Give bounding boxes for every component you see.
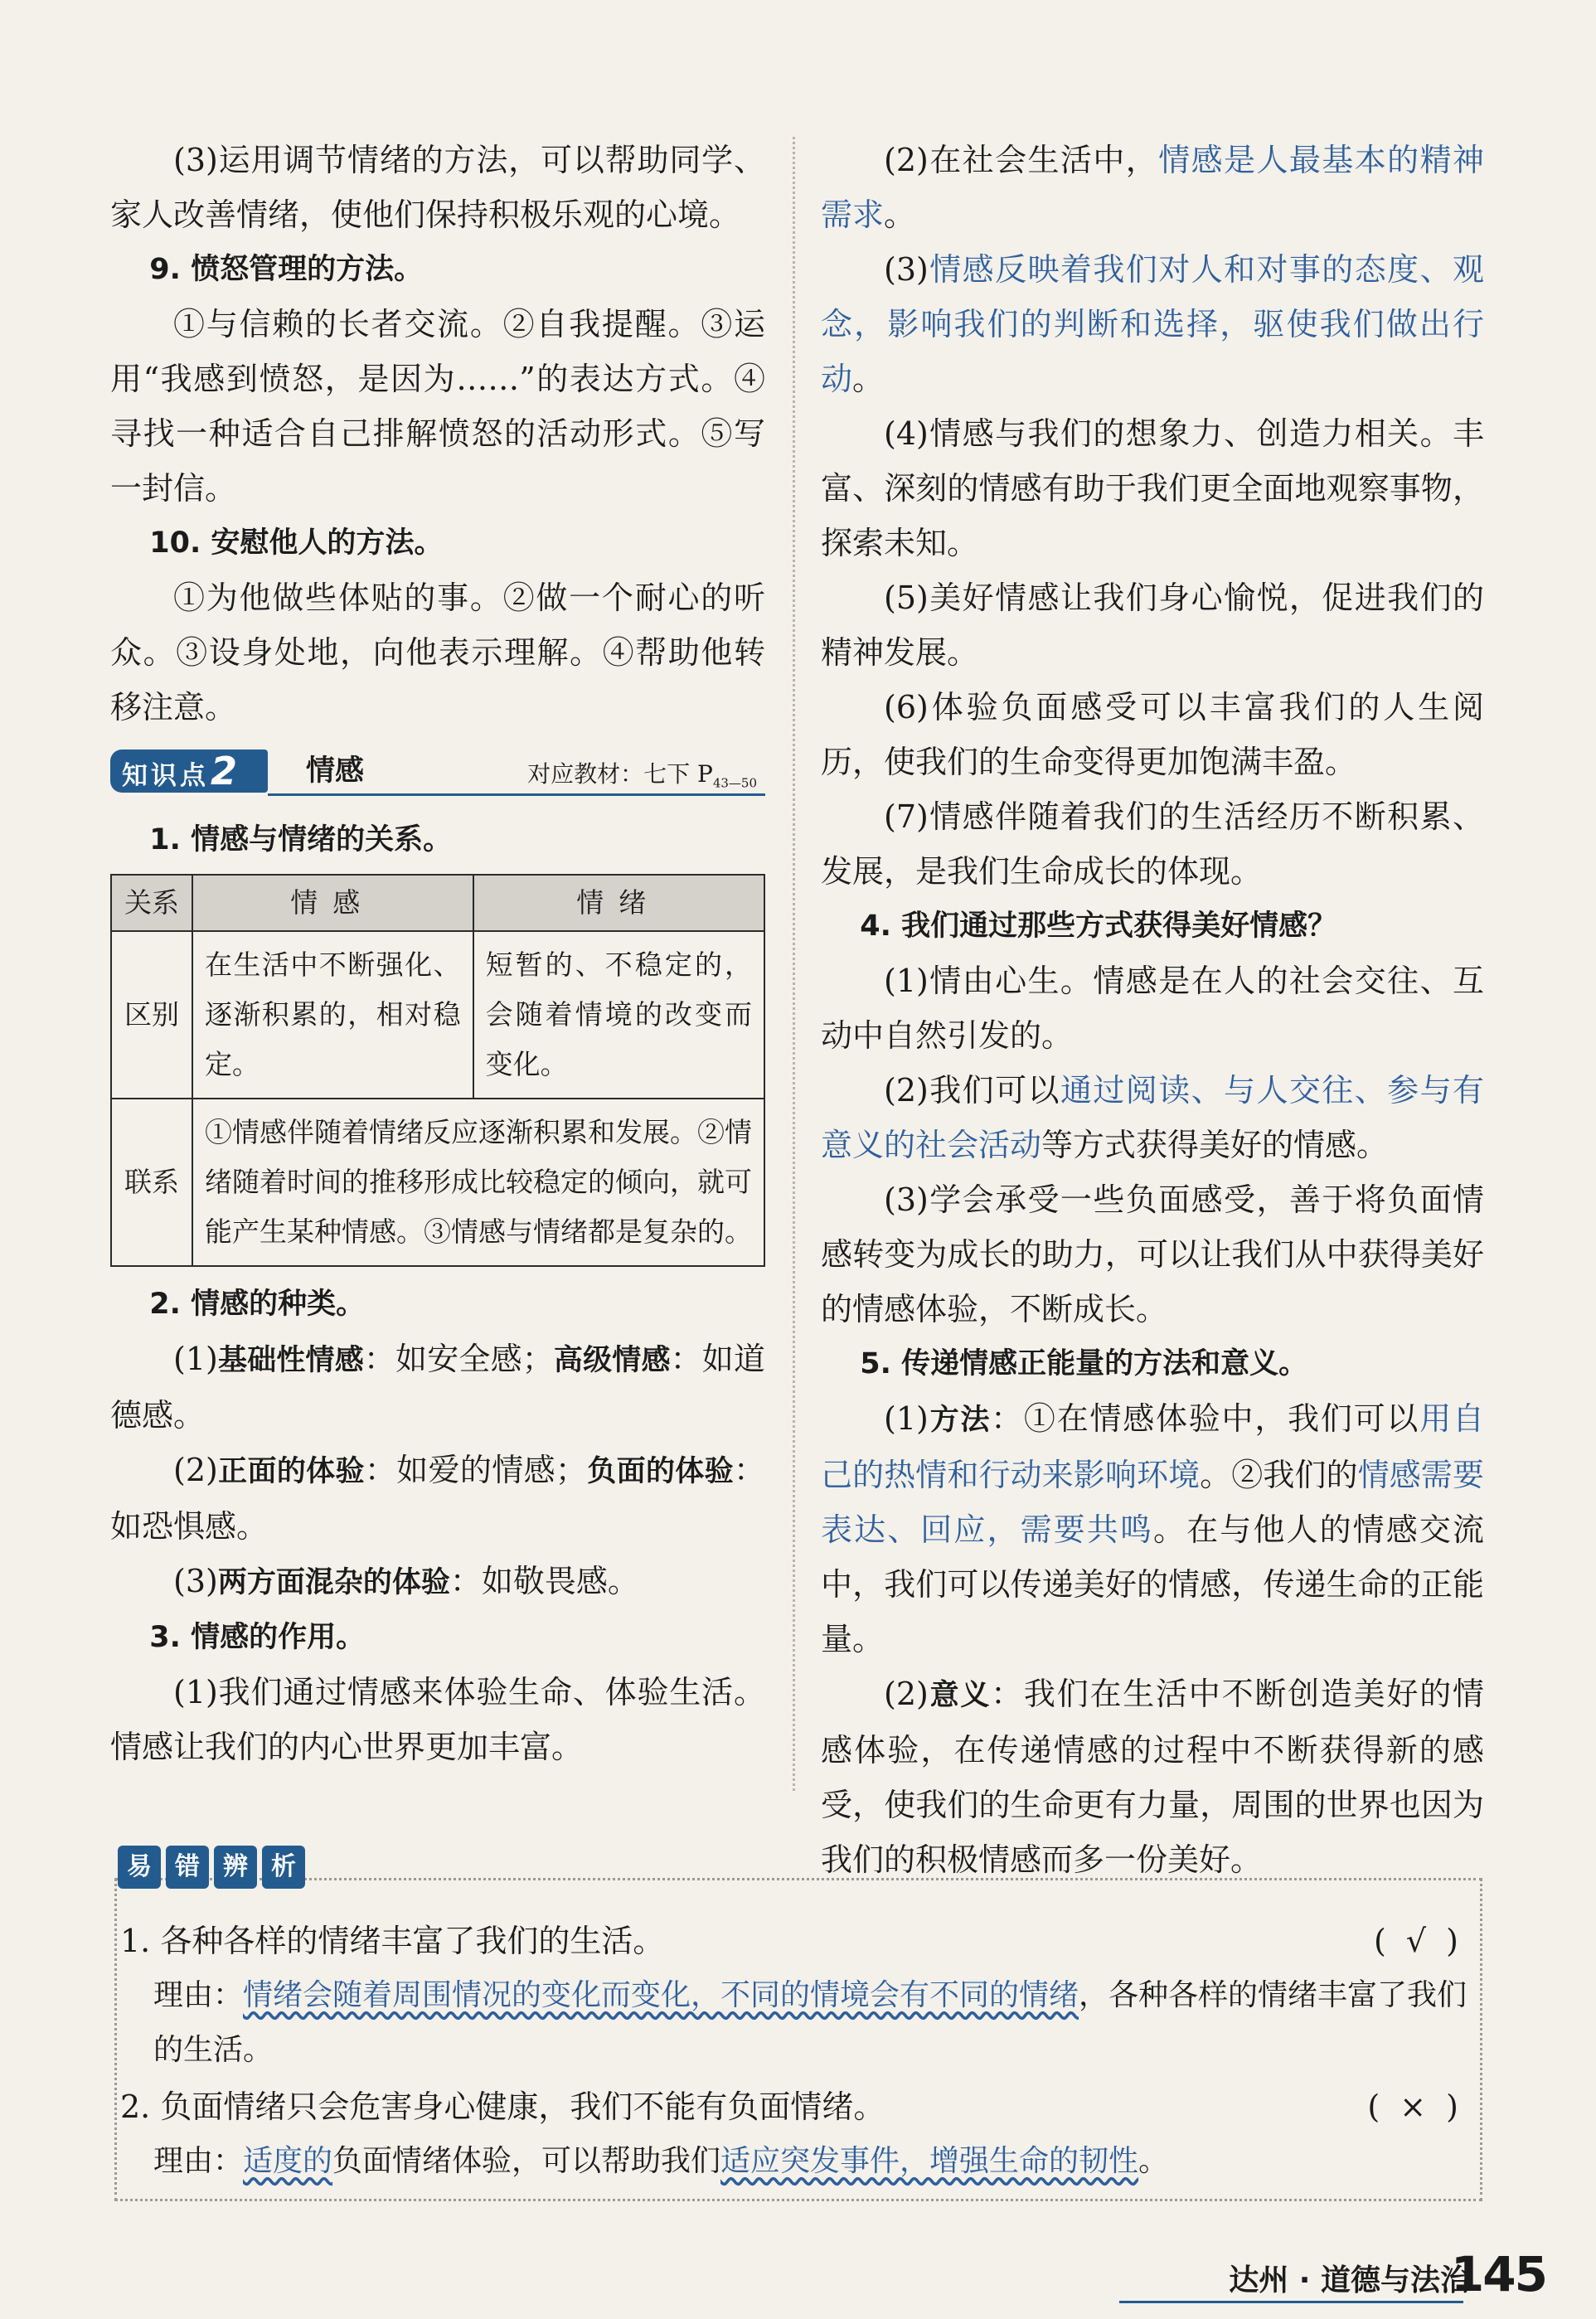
- table-header: 关系: [111, 875, 192, 931]
- paragraph: [110, 1443, 765, 1554]
- table-row: [111, 1099, 764, 1266]
- paragraph: ①为他做些体贴的事。②做一个耐心的听众。③设身处地，向他表示理解。④帮助他转移注意。: [110, 580, 765, 725]
- table-cell: 在生活中不断强化、逐渐积累的，相对稳定。: [192, 931, 473, 1099]
- text: (2)在社会生活中，: [884, 142, 1159, 178]
- table-header: 情绪: [473, 875, 764, 931]
- footer-label: 达州 · 道德与法治: [1229, 2263, 1470, 2297]
- answer-mark-1: ( √ ): [1373, 1923, 1463, 1959]
- paragraph: [110, 1554, 765, 1610]
- text: 。在与他人的情感交流中，我们可以传递美好的情感，传递生命的正能量。: [821, 1511, 1484, 1657]
- text: ：如道德感。: [110, 1341, 765, 1434]
- table-header: 情感: [192, 875, 473, 931]
- reason-label: 理由：: [153, 1978, 244, 2012]
- highlight: 情感是人最基本的精神需求: [821, 142, 1484, 233]
- text: ：如敬畏感。: [449, 1563, 639, 1599]
- text: ，各种各样的情绪丰富了我们的生活。: [153, 1978, 1467, 2067]
- paragraph: [821, 1063, 1484, 1172]
- page-number: 145: [1450, 2246, 1546, 2302]
- paragraph: (1)我们通过情感来体验生命、体验生活。情感让我们的内心世界更加丰富。: [110, 1674, 765, 1765]
- paragraph: (3)学会承受一些负面感受，善于将负面情感转变为成长的助力，可以让我们从中获得美好的情感体验，不断成长。: [821, 1181, 1484, 1327]
- tag-char: 析: [262, 1846, 305, 1889]
- wavy-highlight: 适度的: [243, 2144, 333, 2178]
- text: 负面情绪体验，可以帮助我们: [332, 2144, 721, 2178]
- wavy-highlight: 情绪会随着周围情况的变化而变化，不同的情境会有不同的情绪: [243, 1978, 1079, 2012]
- question-2: 2. 负面情绪只会危害身心健康，我们不能有负面情绪。: [120, 2089, 885, 2125]
- table-cell: 短暂的、不稳定的，会随着情境的改变而变化。: [473, 931, 764, 1099]
- keyword: 基础性情感: [217, 1344, 364, 1377]
- section-heading: 2. 情感的种类。: [149, 1288, 366, 1321]
- highlight: 情感反映着我们对人和对事的态度、观念，影响我们的判断和选择，驱使我们做出行动: [821, 251, 1484, 397]
- table-header-row: [111, 875, 764, 931]
- paragraph: ①与信赖的长者交流。②自我提醒。③运用“我感到愤怒，是因为……”的表达方式。④寻找一种适合自己排解愤怒的活动形式。⑤写一封信。: [110, 306, 765, 507]
- paragraph: (4)情感与我们的想象力、创造力相关。丰富、深刻的情感有助于我们更全面地观察事物，探索未知。: [821, 415, 1484, 561]
- tag-char: 易: [118, 1846, 161, 1889]
- section-heading: 9. 愤怒管理的方法。: [149, 253, 424, 286]
- column-divider: [793, 137, 795, 1791]
- text: (3): [884, 251, 929, 288]
- keyword: 负面的体验: [586, 1455, 734, 1488]
- keyword: 意义: [928, 1679, 992, 1712]
- highlight: 通过阅读、与人交往、参与有意义的社会活动: [821, 1072, 1484, 1163]
- text: (2)我们可以: [884, 1072, 1060, 1109]
- knowledge-point-badge: [110, 750, 268, 793]
- paragraph: (1)情由心生。情感是在人的社会交往、互动中自然引发的。: [821, 963, 1484, 1054]
- question-1: 1. 各种各样的情绪丰富了我们的生活。: [120, 1923, 665, 1959]
- keyword: 高级情感: [553, 1344, 671, 1377]
- text: 。: [884, 196, 916, 233]
- section-heading: 1. 情感与情绪的关系。: [149, 823, 453, 856]
- header-rule: [268, 793, 765, 796]
- section-heading: 3. 情感的作用。: [149, 1621, 366, 1654]
- reason-label: 理由：: [153, 2144, 244, 2178]
- paragraph: [821, 1666, 1484, 1887]
- reference-label: 对应教材：七下 P: [527, 760, 713, 788]
- text: (2): [884, 1676, 929, 1712]
- text: (1): [884, 1400, 929, 1437]
- text: (3): [173, 1563, 218, 1599]
- error-analysis-tag: [118, 1846, 305, 1889]
- knowledge-point-title: 情感: [306, 754, 365, 788]
- text: (1): [173, 1341, 218, 1377]
- table-cell: ①情感伴随着情绪反应逐渐积累和发展。②情绪随着时间的推移形成比较稳定的倾向，就可能产生某种情感。③情感与情绪都是复杂的。: [192, 1099, 764, 1266]
- paragraph: (7)情感伴随着我们的生活经历不断积累、发展，是我们生命成长的体现。: [821, 798, 1484, 890]
- tag-char: 辨: [214, 1846, 257, 1889]
- emotion-relation-table: [110, 874, 765, 1267]
- footer-rule: [1119, 2301, 1463, 2303]
- text: 。②我们的: [1200, 1457, 1358, 1493]
- paragraph: (5)美好情感让我们身心愉悦，促进我们的精神发展。: [821, 580, 1484, 671]
- text: 。: [852, 361, 885, 397]
- knowledge-point-header: [110, 750, 765, 796]
- text: ：我们在生活中不断创造美好的情感体验，在传递情感的过程中不断获得新的感受，使我们的生命更有力量，周围的世界也因为我们的积极情感而多一份美好。: [821, 1676, 1484, 1878]
- section-heading: 10. 安慰他人的方法。: [149, 526, 444, 560]
- paragraph: (6)体验负面感受可以丰富我们的人生阅历，使我们的生命变得更加饱满丰盈。: [821, 689, 1484, 780]
- text: ：如恐惧感。: [110, 1452, 765, 1545]
- text: ：①在情感体验中，我们可以: [991, 1400, 1420, 1437]
- answer-mark-2: ( × ): [1367, 2089, 1463, 2125]
- tag-char: 错: [166, 1846, 209, 1889]
- row-label: 区别: [111, 931, 192, 1099]
- paragraph: [821, 242, 1484, 406]
- text: 等方式获得美好的情感。: [1041, 1127, 1389, 1163]
- section-heading: 5. 传递情感正能量的方法和意义。: [860, 1347, 1308, 1380]
- keyword: 两方面混杂的体验: [217, 1566, 450, 1599]
- textbook-reference: [527, 753, 757, 805]
- text: ：如爱的情感；: [364, 1452, 587, 1488]
- right-column: [821, 133, 1484, 1887]
- badge-label: 知识点: [122, 761, 209, 791]
- row-label: 联系: [111, 1099, 192, 1266]
- paragraph: [110, 1332, 765, 1443]
- paragraph: [821, 133, 1484, 242]
- keyword: 方法: [928, 1404, 992, 1437]
- reason-1: [153, 1968, 1472, 2078]
- highlight: 用自己的热情和行动来影响环境: [821, 1400, 1484, 1493]
- keyword: 正面的体验: [217, 1455, 365, 1488]
- left-column: [110, 133, 765, 1774]
- reason-2: [153, 2134, 1472, 2189]
- reference-pages: 43—50: [712, 775, 757, 791]
- highlight: 情感需要表达、回应，需要共鸣: [821, 1457, 1484, 1548]
- text: ：如安全感；: [363, 1341, 554, 1377]
- badge-number: 2: [211, 749, 241, 793]
- text: (2): [173, 1452, 218, 1488]
- text: 。: [1138, 2144, 1169, 2178]
- table-row: [111, 931, 764, 1099]
- paragraph: (3)运用调节情绪的方法，可以帮助同学、家人改善情绪，使他们保持积极乐观的心境。: [110, 142, 765, 233]
- section-heading: 4. 我们通过那些方式获得美好情感？: [860, 910, 1337, 943]
- paragraph: [821, 1391, 1484, 1666]
- wavy-highlight: 适应突发事件，增强生命的韧性: [720, 2144, 1139, 2178]
